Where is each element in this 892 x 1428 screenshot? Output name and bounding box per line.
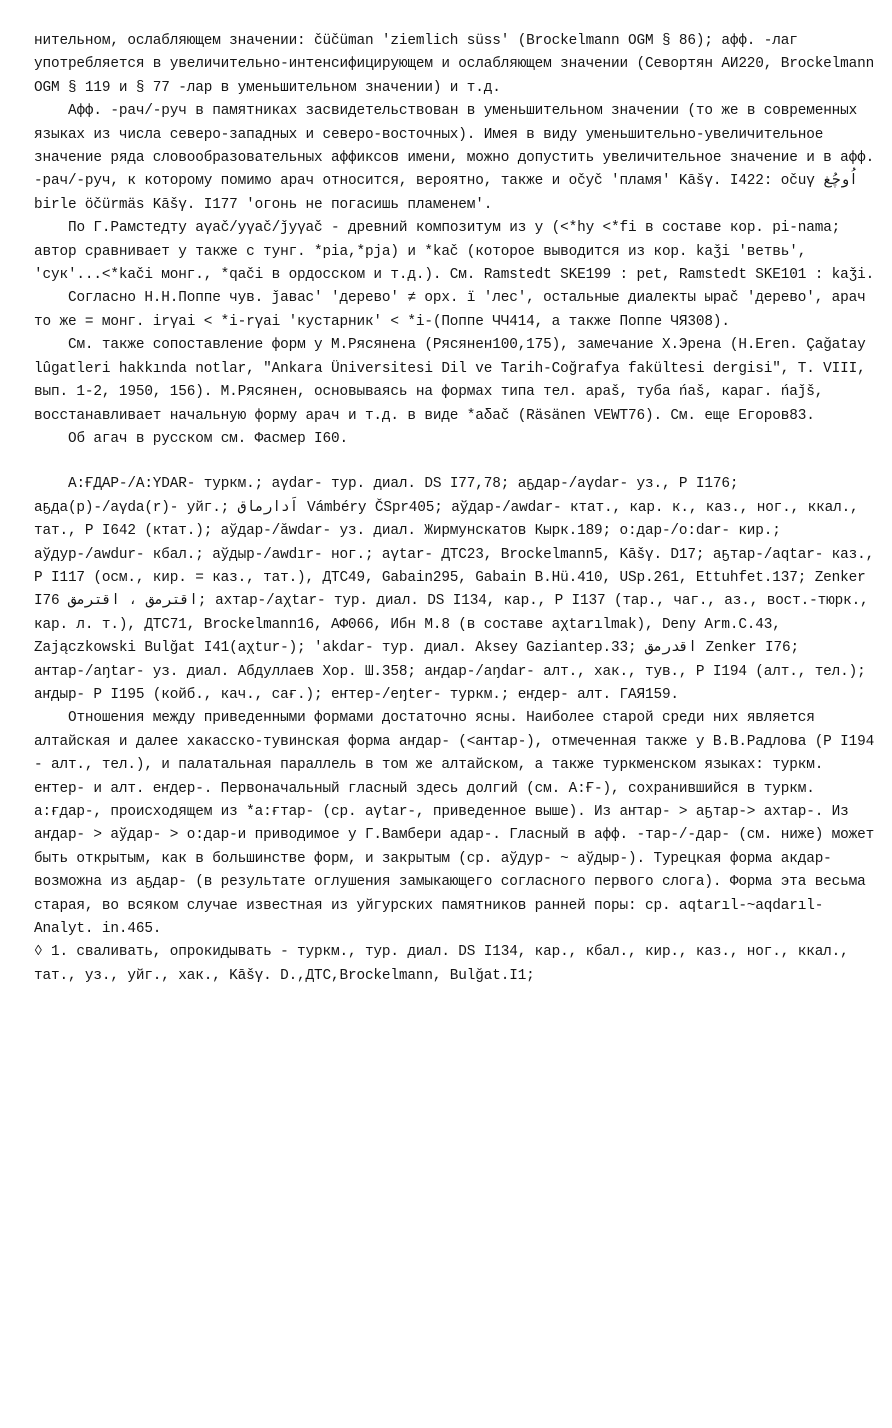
- paragraph-ramstedt: По Г.Рамстедту aγač/уγač/ǰуγač - древний композитум из у (<*hy <*fi в составе кор. pi-nama; автор сравнивает у также с тунг. *pia,*pja) и *kač (которое выводится из кор. kaǯi 'ветвь', 'сук'...<*kači монг., *qači в ордосском и т.д.). См. Ramstedt SKE199 : pet, Ramstedt SKE101 : kaǯi.: [34, 220, 875, 284]
- paragraph-poppe: Согласно Н.Н.Поппе чув. ǰaвас' 'дерево' ≠ орх. ї 'лес', остальные диалекты ыраč 'дерево', арач то же = монг. irγai < *i-rγai 'кустарник' < *i-(Поппе ЧЧ414, а также Поппе ЧЯ308).: [34, 290, 875, 330]
- paragraph-meaning-1: ◊ 1. сваливать, опрокидывать - туркм., тур. диал. DS I134, кар., кбал., кир., каз., ног., ккал., тат., уз., уйг., хак., Kāšγ. D.,ДТС,Brockelmann, Bulğat.I1;: [34, 944, 858, 984]
- entry-headword-adar: A:ҒДАР-/A:ΥDAR- туркм.; aγdar- тур. диал. DS I77,78; аҕдар-/aγdar- уз., Р I176; аҕда(р)-/aγda(r)- уйг.; اَدارماق Vámbéry ČSpr405; аўдар-/awdar- ктат., кар. к., каз., ног., ккал., тат., Р I642 (ктат.); аўдар-/ăwdar- уз. диал. Жирмунскатов Кырк.189; о:дар-/о:dar- кир.; аўдур-/awdur- кбал.; аўдыр-/awdır- ног.; aγtar- ДТС23, Brockelmann5, Kāšγ. D17; аҕтар-/aqtar- каз., Р I117 (осм., кир. = каз., тат.), ДТС49, Gabain295, Gabain B.Hü.410, USp.261, Ettuhfet.137; Zenker I76 اقترمق ، اقترمق; ахтар-/aχtar- тур. диал. DS I134, кар., Р I137 (тар., чаг., аз., вост.-тюрк., кар. л. т.), ДТС71, Brockelmann16, АФ066, Ибн М.8 (в составе aχtarılmak), Deny Arm.C.43, Zajączkowski Bulğat I41(aχtur-); 'akdar- тур. диал. Aksey Gaziantep.33; اقدرمق Zenker I76; аҥтар-/aŋtar- уз. диал. Абдуллаев Хор. Ш.358; аҥдар-/aŋdar- алт., хак., тув., Р I194 (алт., тел.); аҥдыр- Р I195 (койб., кач., сағ.); еҥтер-/eŋter- туркм.; еҥдер- алт. ГАЯ159.: [34, 476, 883, 703]
- paragraph-vasmer: Об агач в русском см. Фасмер I60.: [34, 430, 348, 447]
- paragraph-rasanen: См. также сопоставление форм у М.Рясянена (Рясянен100,175), замечание Х.Эрена (H.Eren. Çağatay lûgatleri hakkında notlar, "Ankara Üniversitesi Dil ve Tarih-Coğrafya fakültesi dergisi", Т. VIII, вып. 1-2, 1950, 156). М.Рясянен, основываясь на формах типа тел. aрaš, туба ńaš, караг. ńaǰš, восстанавливает начальную форму арач и т.д. в виде *aδač (Räsänen VEWT76). См. еще Егоров83.: [34, 337, 875, 424]
- paragraph-affix-rach: Афф. -рач/-руч в памятниках засвидетельствован в уменьшительном значении (то же в современных языках из числа северо-западных и северо-восточных). Имея в виду уменьшительно-увеличительное значение ряда словообразовательных аффиксов имени, можно допустить увеличительное значение и в афф. -рач/-руч, к которому помимо арач относится, вероятно, также и оčуč 'пламя' Kāšγ. I422: očuγ اُوچُغ birle öčürmäs Kāšγ. I177 'огонь не погасишь пламенем'.: [34, 103, 883, 213]
- paragraph-intro-continued: нительном, ослабляющем значении: čüčüman 'ziemlich süss' (Brockelmann OGM § 86); афф. -лаг употребляется в увеличительно-интенсифицирующем и ослабляющем значении (Севортян АИ220, Brockelmann OGM § 119 и § 77 -лар в уменьшительном значении) и т.д.: [34, 33, 883, 96]
- entry-separator: [34, 451, 876, 473]
- paragraph-form-relations: Отношения между приведенными формами достаточно ясны. Наиболее старой среди них является алтайская и далее хакасско-тувинская форма аҥдар- (<аҥтар-), отмеченная также у В.В.Радлова (Р I194 - алт., тел.), и палатальная параллель в том же алтайском, а также туркменском языках: туркм. еҥтер- и алт. еҥдер-. Первоначальный гласный здесь долгий (см. А:Ғ-), сохранившийся в туркм. а:ғдар-, происходящем из *а:ғтар- (ср. aγtar-, приведенное выше). Из аҥтар- > аҕтар-> ахтар-. Из аҥдар- > аўдар- > о:дар-и приводимое у Г.Вамбери адар-. Гласный в афф. -тар-/-дар- (см. ниже) может быть открытым, как в большинстве форм, и закрытым (ср. аўдур- ~ аўдыр-). Турецкая форма акдар- возможна из аҕдар- (в результате оглушения замыкающего согласного первого слога). Форма эта весьма старая, во всяком случае известная из уйгурских памятников ранней поры: ср. aqtarıl-~aqdarıl- Analyt. in.465.: [34, 710, 883, 938]
